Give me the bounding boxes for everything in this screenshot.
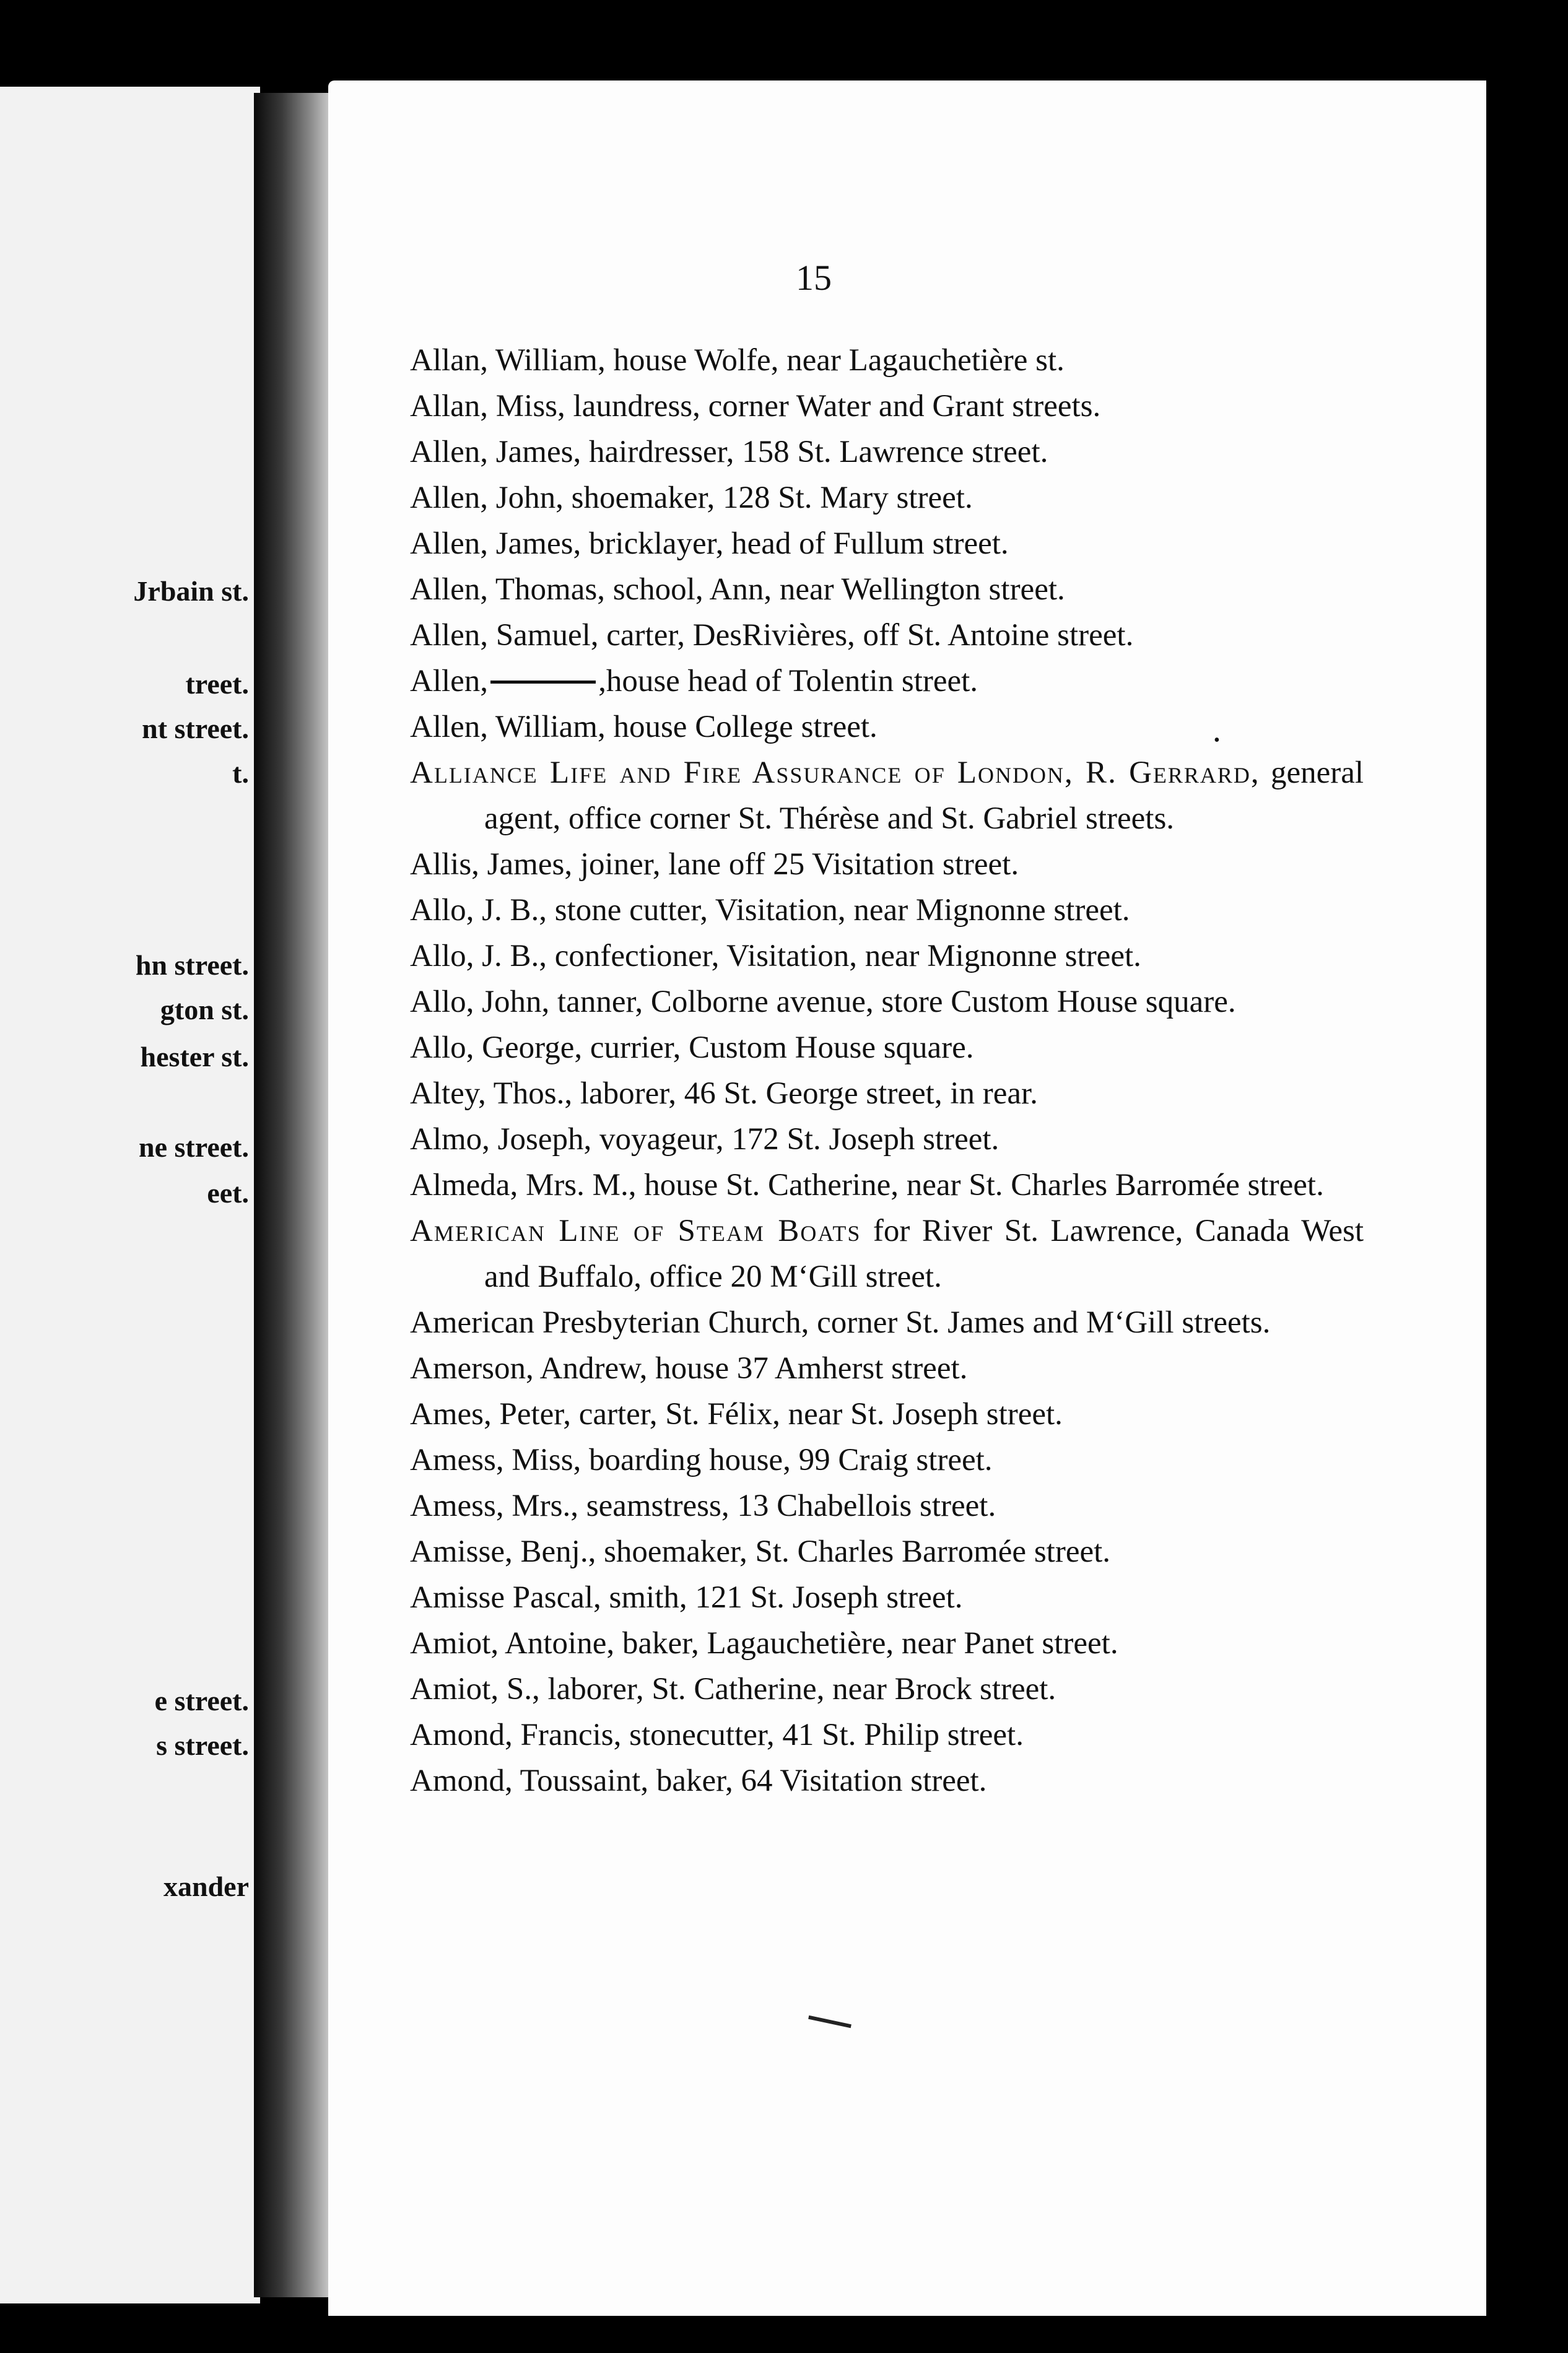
facing-page xyxy=(0,87,260,2303)
directory-entry xyxy=(410,1208,1364,1300)
page-number: 15 xyxy=(796,258,832,298)
entry-text: Amerson, Andrew, house 37 Amherst street. xyxy=(410,1351,968,1386)
entry-text: Allo, John, tanner, Colborne avenue, store Custom House square. xyxy=(410,985,1236,1019)
entry-text: Almeda, Mrs. M., house St. Catherine, near St. Charles Barromée street. xyxy=(410,1168,1324,1203)
entry-text: American Presbyterian Church, corner St. James and M‘Gill streets. xyxy=(410,1305,1271,1340)
left-page-fragment: treet. xyxy=(185,668,249,700)
entry-text: Ames, Peter, carter, St. Félix, near St. Joseph street. xyxy=(410,1397,1063,1432)
entry-heading-caps: Alliance Life and Fire Assurance of London, R. Gerrard, xyxy=(410,755,1260,790)
entry-text: Amess, Miss, boarding house, 99 Craig street. xyxy=(410,1443,993,1477)
entry-text: Allen, Samuel, carter, DesRivières, off St. Antoine street. xyxy=(410,618,1134,653)
directory-entry xyxy=(410,475,1364,521)
entry-text: Amess, Mrs., seamstress, 13 Chabellois street. xyxy=(410,1489,996,1523)
left-page-fragment: xander xyxy=(163,1871,249,1902)
directory-entry xyxy=(410,1162,1364,1208)
directory-entry xyxy=(410,1620,1364,1666)
entry-text: Allo, J. B., confectioner, Visitation, near Mignonne street. xyxy=(410,939,1141,973)
left-page-fragment: e street. xyxy=(154,1685,249,1716)
directory-entry xyxy=(410,704,1364,750)
entry-text: Amond, Francis, stonecutter, 41 St. Philip street. xyxy=(410,1718,1024,1752)
left-page-fragment: Jrbain st. xyxy=(133,575,249,607)
entry-text: general agent, office corner St. Thérèse and St. Gabriel streets. xyxy=(484,755,1364,836)
directory-entry xyxy=(410,1300,1364,1346)
entry-text: Amiot, Antoine, baker, Lagauchetière, near Panet street. xyxy=(410,1626,1118,1661)
entry-text: Amisse, Benj., shoemaker, St. Charles Barromée street. xyxy=(410,1534,1111,1569)
entry-text: Allo, J. B., stone cutter, Visitation, near Mignonne street. xyxy=(410,893,1130,928)
directory-entry xyxy=(410,1116,1364,1162)
left-page-fragment: hn street. xyxy=(135,949,249,981)
directory-entry xyxy=(410,1529,1364,1575)
blank-name-dash xyxy=(490,681,596,684)
entry-text: Allen, James, hairdresser, 158 St. Lawrence street. xyxy=(410,435,1048,469)
directory-entry xyxy=(410,1758,1364,1804)
left-page-fragment: t. xyxy=(232,757,249,789)
entry-text: Amond, Toussaint, baker, 64 Visitation street. xyxy=(410,1764,987,1798)
entry-text: Amisse Pascal, smith, 121 St. Joseph street. xyxy=(410,1580,963,1615)
directory-entry xyxy=(410,750,1364,842)
book-binding-shadow xyxy=(254,93,334,2297)
entry-text: Allo, George, currier, Custom House square. xyxy=(410,1030,974,1065)
directory-entry xyxy=(410,1025,1364,1071)
directory-entry xyxy=(410,337,1364,383)
directory-entry xyxy=(410,842,1364,887)
entry-text: ,house head of Tolentin street. xyxy=(598,664,978,698)
entry-text: Allan, Miss, laundress, corner Water and Grant streets. xyxy=(410,389,1101,424)
directory-entry xyxy=(410,933,1364,979)
directory-entry xyxy=(410,979,1364,1025)
entry-text: Allan, William, house Wolfe, near Lagauchetière st. xyxy=(410,343,1065,378)
left-page-fragment: nt street. xyxy=(142,713,249,744)
left-page-fragment: eet. xyxy=(207,1177,249,1209)
directory-entry xyxy=(410,887,1364,933)
left-page-fragment: ne street. xyxy=(139,1131,249,1163)
directory-entry xyxy=(410,1437,1364,1483)
directory-entry xyxy=(410,612,1364,658)
directory-entry xyxy=(410,521,1364,567)
directory-entry xyxy=(410,567,1364,612)
left-page-fragment: gton st. xyxy=(160,994,249,1025)
left-page-fragment: hester st. xyxy=(140,1041,249,1072)
directory-entry xyxy=(410,658,1364,704)
entry-text: Allis, James, joiner, lane off 25 Visitation street. xyxy=(410,847,1019,882)
directory-entry xyxy=(410,1391,1364,1437)
entry-text: Amiot, S., laborer, St. Catherine, near Brock street. xyxy=(410,1672,1056,1707)
entry-text: Allen, Thomas, school, Ann, near Wellington street. xyxy=(410,572,1065,607)
directory-entry xyxy=(410,383,1364,429)
directory-entry xyxy=(410,429,1364,475)
entry-text: Allen, James, bricklayer, head of Fullum street. xyxy=(410,526,1009,561)
entry-text: Almo, Joseph, voyageur, 172 St. Joseph street. xyxy=(410,1122,1000,1157)
directory-entry xyxy=(410,1071,1364,1116)
directory-entry xyxy=(410,1666,1364,1712)
directory-entry xyxy=(410,1575,1364,1620)
entry-text: Allen, William, house College street. xyxy=(410,710,878,744)
entry-heading-caps: American Line of Steam Boats xyxy=(410,1214,861,1248)
left-page-fragment: s street. xyxy=(156,1729,249,1761)
ink-speck: • xyxy=(1214,731,1220,750)
entry-name: Allen, xyxy=(410,664,489,698)
directory-entry xyxy=(410,1483,1364,1529)
directory-entry xyxy=(410,1712,1364,1758)
entry-text: for River St. Lawrence, Canada West and Buffalo, office 20 M‘Gill street. xyxy=(484,1214,1364,1294)
entry-text: Altey, Thos., laborer, 46 St. George street, in rear. xyxy=(410,1076,1038,1111)
directory-entries xyxy=(410,337,1364,1804)
entry-text: Allen, John, shoemaker, 128 St. Mary street. xyxy=(410,481,973,515)
directory-entry xyxy=(410,1346,1364,1391)
